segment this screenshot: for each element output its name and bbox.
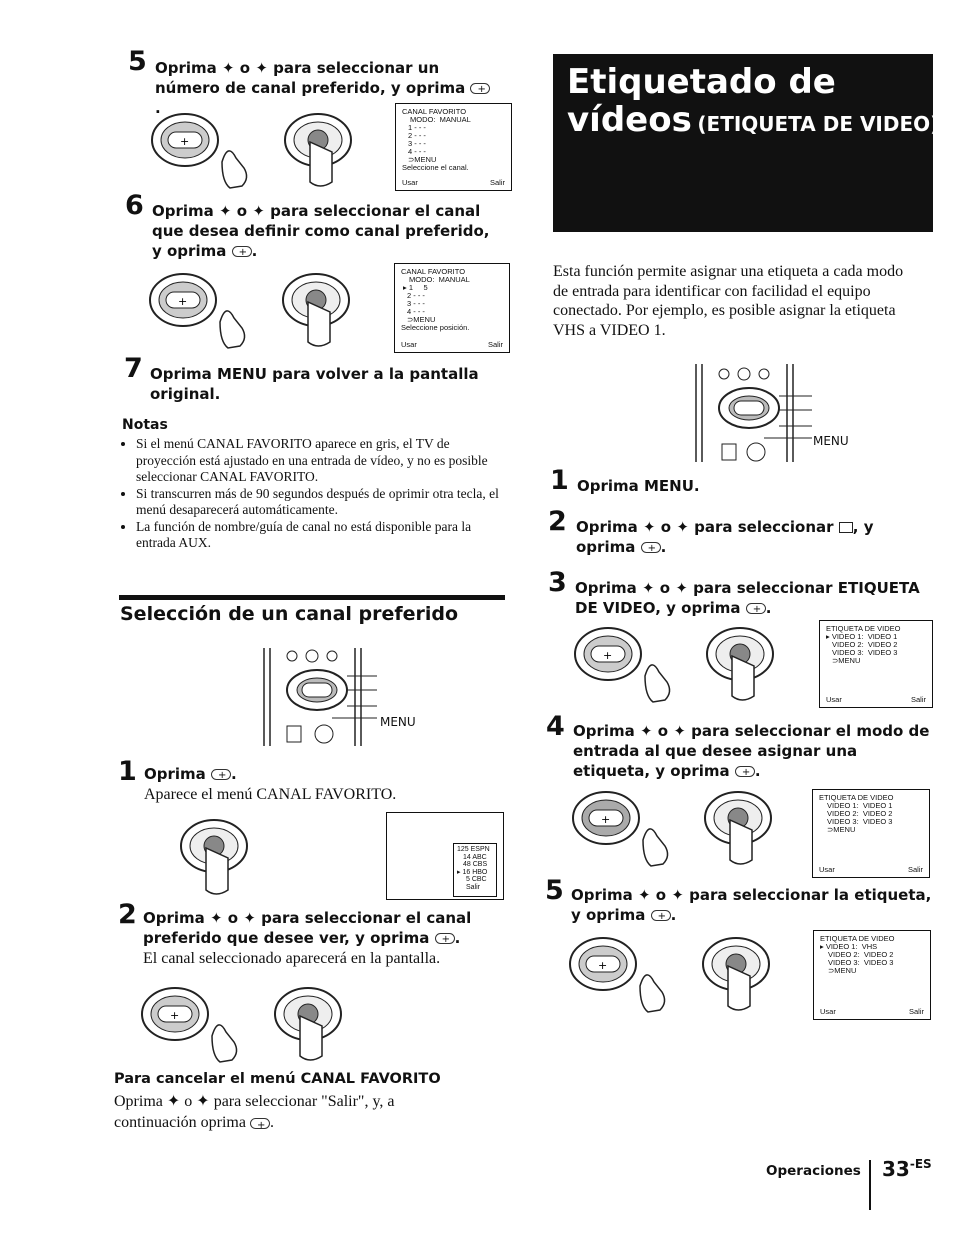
- favorite-channel-item: 14 ABC: [463, 853, 487, 861]
- svg-text:+: +: [178, 295, 188, 308]
- osd-exit-label: Salir: [910, 695, 926, 704]
- enter-button-icon: [735, 766, 755, 777]
- step-number: 4: [546, 711, 565, 742]
- osd-row: ▸ VIDEO 1: VIDEO 1: [826, 632, 898, 641]
- osd-row: ⊃MENU: [827, 825, 856, 834]
- remote-control-diagram-icon: [262, 646, 422, 746]
- joystick-press-diagram-icon: [178, 818, 268, 903]
- osd-row: ⊃MENU: [828, 966, 857, 975]
- step-5-instruction: Oprima ✦ o ✦ para seleccionar un número de canal preferido, y oprima +.: [155, 58, 495, 118]
- step-number: 2: [118, 899, 137, 930]
- step-text: Oprima ✦ o ✦ para seleccionar el modo de entrada al que desee asignar una etiqueta, y oprima: [573, 722, 930, 780]
- osd-row: CANAL FAVORITO: [402, 107, 467, 116]
- osd-row: 1 - - -: [408, 123, 426, 132]
- osd-row: VIDEO 2: VIDEO 2: [827, 809, 893, 818]
- enter-button-icon: [250, 1118, 270, 1129]
- osd-row: VIDEO 2: VIDEO 2: [828, 950, 894, 959]
- setup-menu-icon: [839, 522, 853, 533]
- joystick-press-diagram-icon: [280, 272, 370, 352]
- osd-use-label: Usar: [402, 178, 418, 187]
- osd-use-label: Usar: [819, 865, 835, 874]
- intro-line: conectado. Por ejemplo, es posible asignar la etiqueta: [553, 302, 896, 319]
- cancel-line-text: continuación oprima: [114, 1114, 246, 1131]
- note-item: • Si transcurren más de 90 segundos después de oprimir otra tecla, el menú desaparecerá automáticamente.: [136, 486, 507, 519]
- page-language-suffix: -ES: [909, 1157, 932, 1171]
- step-number: 3: [548, 567, 567, 598]
- notes-title: Notas: [122, 417, 168, 433]
- step-number: 1: [118, 756, 137, 787]
- osd-row: Seleccione posición.: [401, 323, 470, 332]
- osd-exit-label: Salir: [487, 340, 503, 349]
- right-step-1-instruction: Oprima MENU.: [577, 477, 700, 495]
- banner-title-line2: [567, 100, 939, 140]
- cancel-title: Para cancelar el menú CANAL FAVORITO: [114, 1071, 441, 1087]
- enter-button-icon: [641, 542, 661, 553]
- tv-screen: [386, 812, 504, 900]
- osd-row: VIDEO 3: VIDEO 3: [828, 958, 894, 967]
- step-number: 2: [548, 506, 567, 537]
- step-description: El canal seleccionado aparecerá en la pantalla.: [143, 950, 441, 967]
- section-rule: [119, 595, 505, 600]
- osd-row: VIDEO 3: VIDEO 3: [832, 648, 898, 657]
- favorite-channel-item: ▸ 16 HBO: [457, 868, 488, 876]
- enter-button-icon: [651, 910, 671, 921]
- osd-row: ⊃MENU: [832, 656, 861, 665]
- enter-button-icon: [746, 603, 766, 614]
- osd-row: MODO: MANUAL: [409, 275, 470, 284]
- enter-button-icon: [232, 246, 252, 257]
- osd-row: ⊃MENU: [407, 315, 436, 324]
- joystick-press-diagram-icon: [704, 626, 794, 706]
- step-text: Oprima: [144, 765, 206, 783]
- joystick-diagram-icon: [140, 986, 280, 1066]
- favorite-channel-item: 5 CBC: [466, 876, 487, 883]
- osd-row: 3 - - -: [408, 139, 426, 148]
- enter-button-icon: [435, 933, 455, 944]
- intro-line: de entrada para identificar con facilidad el equipo: [553, 282, 871, 300]
- enter-button-icon: [470, 83, 490, 94]
- notes-list: [122, 436, 507, 552]
- joystick-diagram-icon: [148, 272, 288, 352]
- osd-row: VIDEO 2: VIDEO 2: [832, 640, 898, 649]
- joystick-diagram-icon: [573, 626, 713, 706]
- note-item: • Si el menú CANAL FAVORITO aparece en gris, el TV de proyección está ajustado en una entrada de vídeo, y no es posible seleccionar CANAL FAVORITO.: [136, 436, 507, 486]
- right-step-2-instruction: Oprima ✦ o ✦ para seleccionar , y oprima + .: [576, 517, 931, 557]
- joystick-diagram-icon: [150, 112, 290, 192]
- svg-text:+: +: [598, 959, 608, 972]
- favorite-channel-item: Salir: [466, 883, 481, 891]
- footer-divider: [869, 1160, 871, 1210]
- footer-section-name: Operaciones: [766, 1163, 861, 1179]
- osd-row: 4 - - -: [407, 307, 425, 316]
- note-item: • La función de nombre/guía de canal no está disponible para la entrada AUX.: [136, 519, 507, 552]
- step-number: 1: [550, 465, 569, 496]
- osd-use-label: Usar: [826, 695, 842, 704]
- osd-row: 4 - - -: [408, 147, 426, 156]
- svg-text:+: +: [603, 649, 613, 662]
- section-step-1-instruction: Oprima + .: [144, 764, 237, 784]
- banner-title-main: vídeos: [567, 100, 692, 140]
- osd-row: 3 - - -: [407, 299, 425, 308]
- banner-title-line1: Etiquetado de: [567, 62, 836, 102]
- joystick-press-diagram-icon: [282, 112, 372, 192]
- osd-exit-label: Salir: [908, 1007, 924, 1016]
- osd-use-label: Usar: [401, 340, 417, 349]
- osd-row: 2 - - -: [408, 131, 426, 140]
- svg-text:+: +: [170, 1009, 180, 1022]
- osd-row: ⊃MENU: [408, 155, 437, 164]
- joystick-press-diagram-icon: [571, 790, 711, 870]
- svg-text:+: +: [180, 135, 190, 148]
- intro-line: Esta función permite asignar una etiqueta a cada modo: [553, 263, 904, 280]
- step-number: 6: [125, 190, 144, 221]
- osd-etiqueta-step4: [812, 789, 930, 878]
- intro-paragraph: [553, 262, 938, 340]
- svg-text:+: +: [601, 813, 611, 826]
- osd-row: ETIQUETA DE VIDEO: [820, 934, 895, 943]
- page-number-value: 33: [882, 1157, 910, 1181]
- section-step-2-instruction: Oprima ✦ o ✦ para seleccionar el canal preferido que desee ver, y oprima + .: [143, 908, 483, 948]
- step-7-instruction: Oprima MENU para volver a la pantalla original.: [150, 365, 479, 403]
- step-number: 5: [545, 875, 564, 906]
- joystick-press-diagram-icon: [272, 986, 362, 1066]
- osd-row: Seleccione el canal.: [402, 163, 469, 172]
- favorite-channel-list: [453, 843, 497, 897]
- osd-exit-label: Salir: [907, 865, 923, 874]
- step-text: Oprima ✦ o ✦ para seleccionar el canal preferido que desee ver, y oprima: [143, 909, 472, 947]
- favorite-channel-item: 125 ESPN: [457, 846, 490, 853]
- banner-title-sub: (ETIQUETA DE VIDEO): [697, 112, 940, 136]
- step-number: 7: [124, 353, 143, 384]
- osd-canal-favorito-step6: [394, 263, 510, 353]
- right-step-4-instruction: Oprima ✦ o ✦ para seleccionar el modo de entrada al que desee asignar una etiqueta, y oprima + .: [573, 721, 933, 781]
- remote-menu-label: MENU: [380, 715, 416, 729]
- osd-row: ▸ VIDEO 1: VHS: [820, 942, 878, 951]
- osd-etiqueta-step5: [813, 930, 931, 1020]
- right-step-3-instruction: Oprima ✦ o ✦ para seleccionar ETIQUETA DE VIDEO, y oprima + .: [575, 578, 930, 618]
- step-text: , y oprima: [576, 518, 874, 556]
- osd-row: MODO: MANUAL: [410, 115, 471, 124]
- right-step-5-instruction: Oprima ✦ o ✦ para seleccionar la etiqueta, y oprima + .: [571, 885, 933, 925]
- step-6-instruction: Oprima ✦ o ✦ para seleccionar el canal que desea definir como canal preferido, y oprima + .: [152, 201, 502, 261]
- step-text: Oprima ✦ o ✦ para seleccionar el canal que desea definir como canal preferido, y oprima: [152, 202, 490, 260]
- osd-row: 2 - - -: [407, 291, 425, 300]
- osd-exit-label: Salir: [489, 178, 505, 187]
- osd-row: VIDEO 1: VIDEO 1: [827, 801, 893, 810]
- cancel-description: [114, 1091, 444, 1133]
- step-description: Aparece el menú CANAL FAVORITO.: [144, 786, 397, 803]
- step-text: Oprima ✦ o ✦ para seleccionar un número de canal preferido, y oprima: [155, 59, 466, 97]
- joystick-diagram-icon: [568, 936, 708, 1016]
- intro-line: VHS a VIDEO 1.: [553, 321, 666, 339]
- step-text: Oprima ✦ o ✦ para seleccionar: [576, 518, 834, 536]
- favorite-channel-item: 48 CBS: [463, 861, 488, 868]
- osd-etiqueta-step3: [819, 620, 933, 708]
- osd-use-label: Usar: [820, 1007, 836, 1016]
- osd-row: VIDEO 3: VIDEO 3: [827, 817, 893, 826]
- remote-menu-label: MENU: [813, 434, 849, 448]
- step-text: Oprima ✦ o ✦ para seleccionar ETIQUETA DE VIDEO, y oprima: [575, 579, 920, 617]
- cancel-line: continuación oprima + .: [114, 1112, 444, 1133]
- cancel-line: Oprima ✦ o ✦ para seleccionar "Salir", y, a: [114, 1093, 395, 1110]
- osd-canal-favorito-step5: [395, 103, 512, 191]
- section-title: Selección de un canal preferido: [120, 603, 459, 625]
- osd-row: CANAL FAVORITO: [401, 267, 466, 276]
- step-text: Oprima ✦ o ✦ para seleccionar la etiqueta, y oprima: [571, 886, 932, 924]
- joystick-press-diagram-icon: [702, 790, 792, 870]
- title-banner: [553, 54, 940, 232]
- joystick-press-diagram-icon: [700, 936, 790, 1016]
- enter-button-icon: [211, 769, 231, 780]
- osd-row: ETIQUETA DE VIDEO: [819, 793, 894, 802]
- osd-row: ETIQUETA DE VIDEO: [826, 624, 901, 633]
- page-number: [882, 1157, 932, 1181]
- osd-row: ▸ 1 5: [403, 283, 428, 292]
- step-number: 5: [128, 46, 147, 77]
